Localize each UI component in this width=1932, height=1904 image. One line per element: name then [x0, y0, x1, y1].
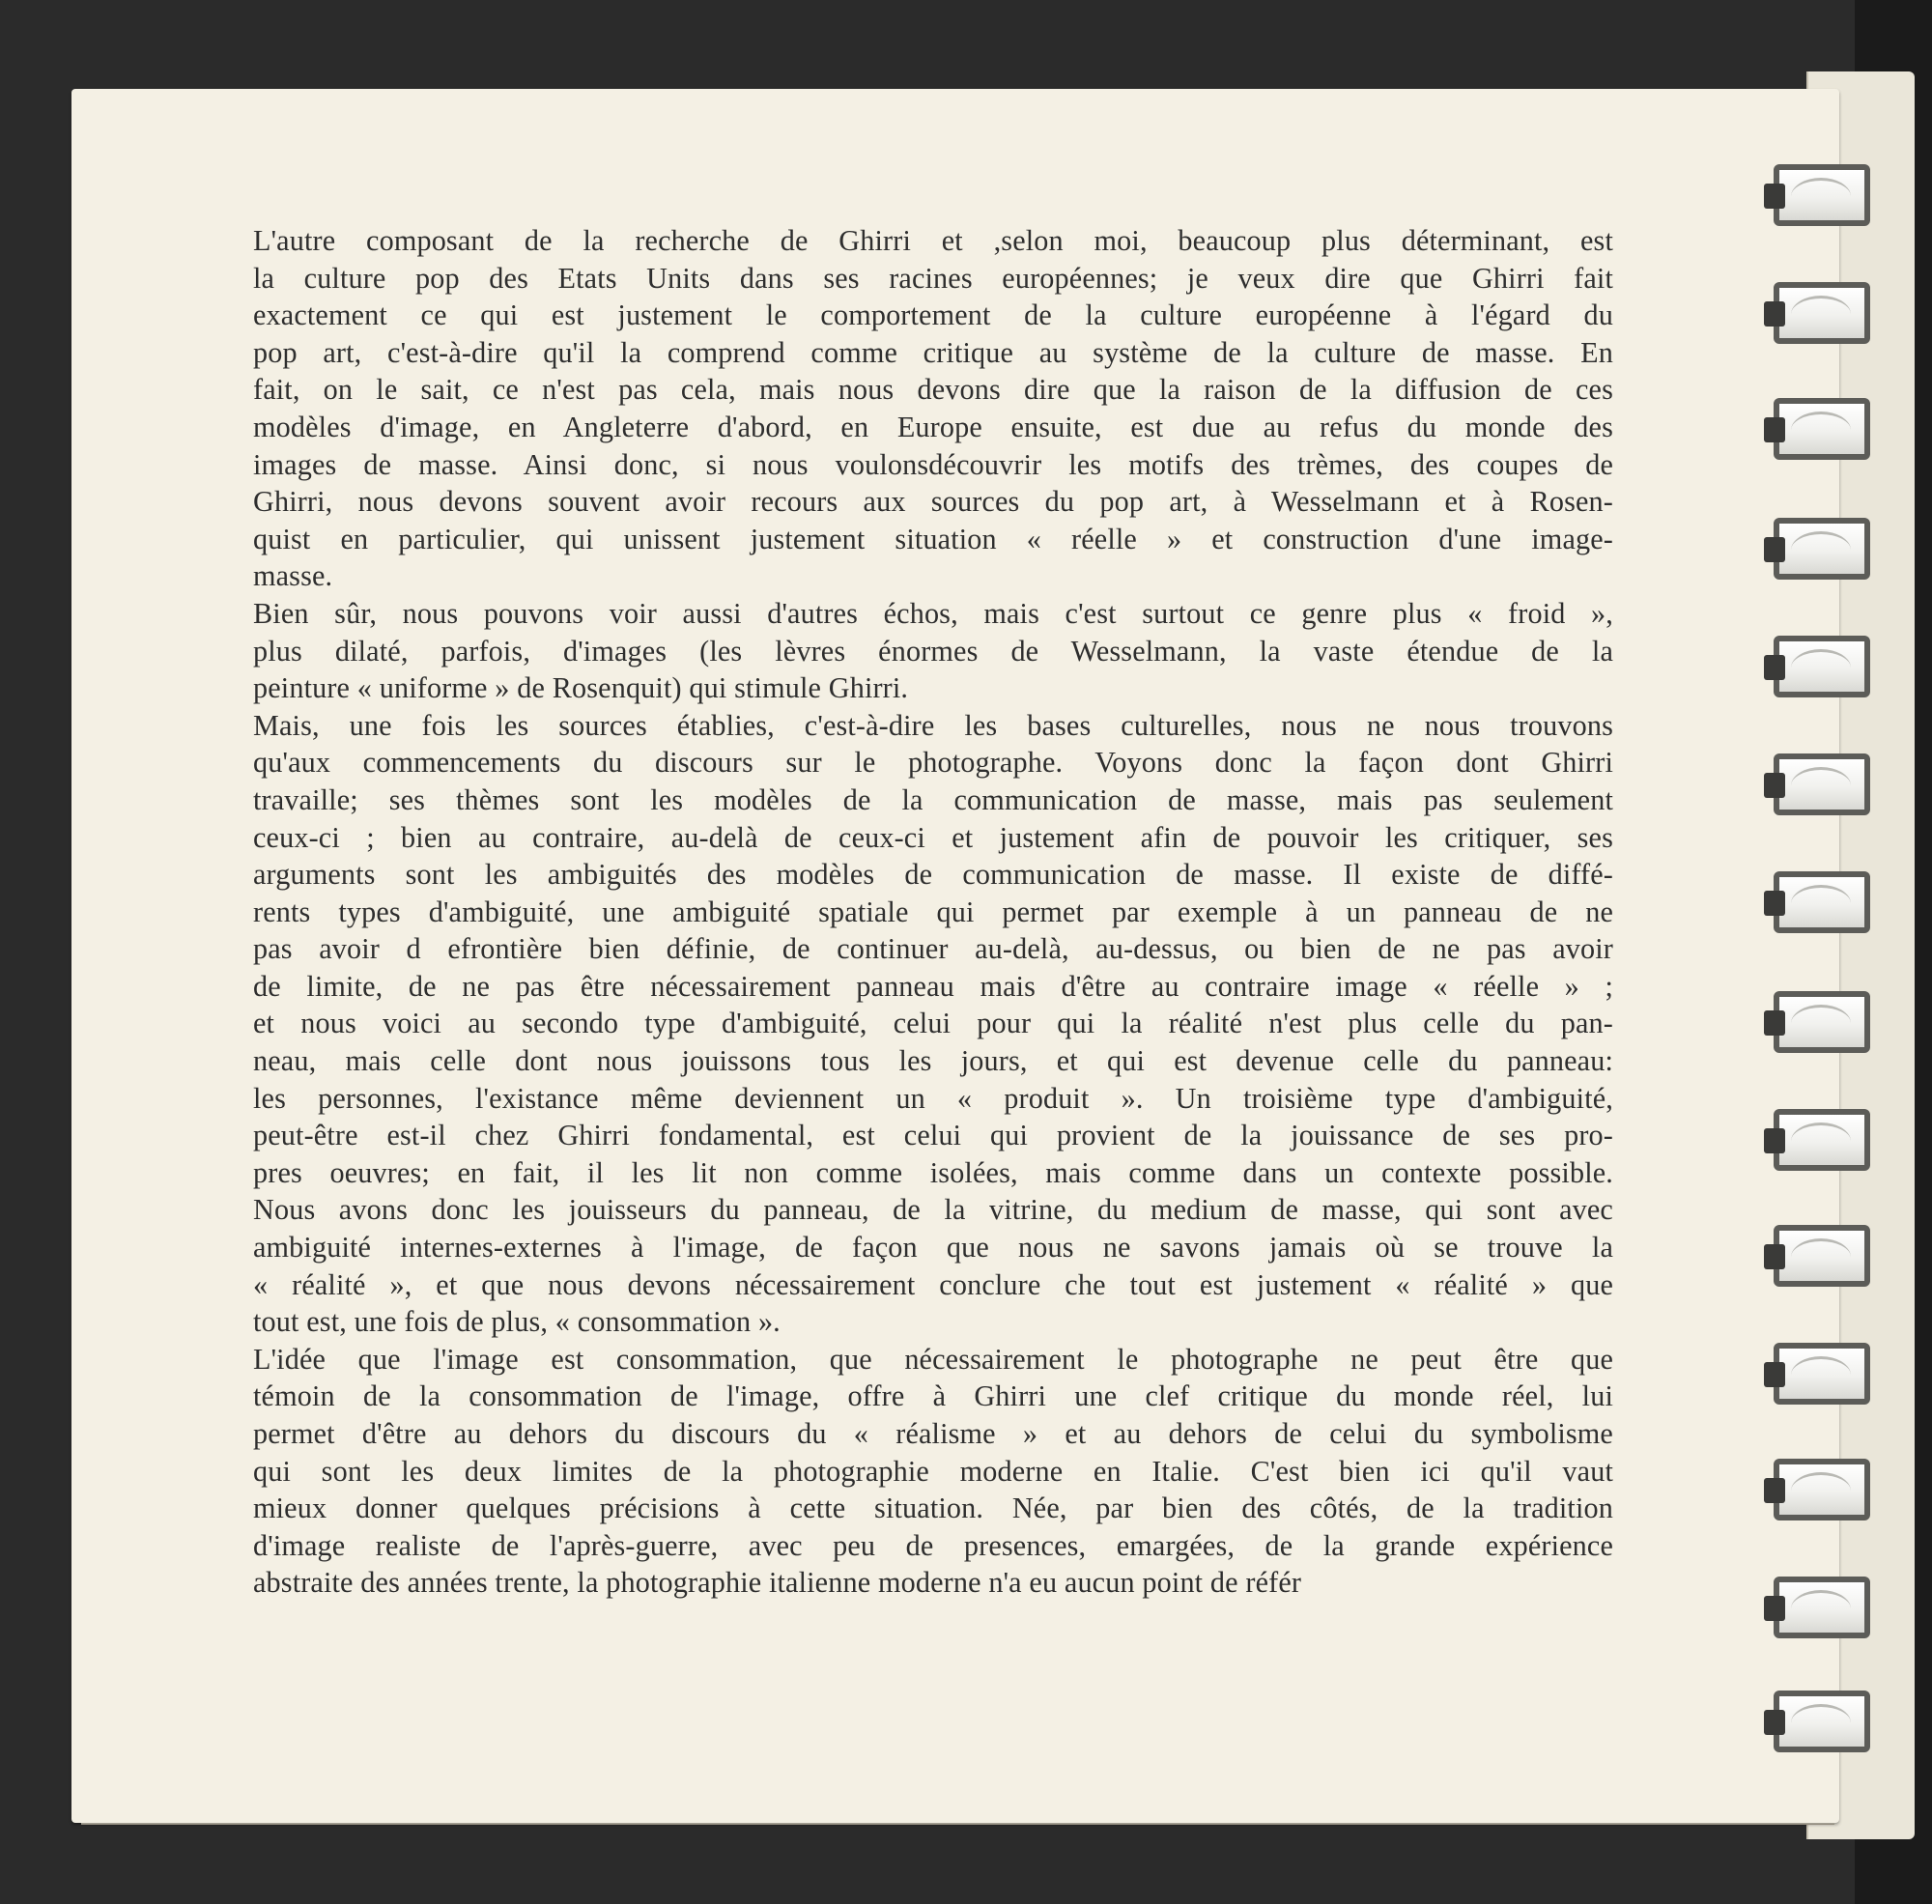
text-line: pop art, c'est-à-dire qu'il la comprend comme critique au système de la culture de masse. En	[253, 335, 1613, 369]
text-line: peinture « uniforme » de Rosenquit) qui stimule Ghirri.	[253, 671, 909, 705]
text-line: tout est, une fois de plus, « consommation ».	[253, 1305, 781, 1339]
text-line: rents types d'ambiguité, une ambiguité spatiale qui permet par exemple à un panneau de ne	[253, 895, 1613, 928]
text-line: « réalité », et que nous devons nécessairement conclure che tout est justement « réalité » que	[253, 1267, 1613, 1301]
text-line: L'idée que l'image est consommation, que nécessairement le photographe ne peut être que	[253, 1342, 1613, 1376]
text-line: Ghirri, nous devons souvent avoir recours aux sources du pop art, à Wesselmann et à Rosen-	[253, 485, 1613, 519]
text-line: Mais, une fois les sources établies, c'est-à-dire les bases culturelles, nous ne nous trouvons	[253, 708, 1613, 742]
binding-ring	[1774, 1459, 1870, 1520]
text-line: abstraite des années trente, la photographie italienne moderne n'a eu aucun point de référ	[253, 1566, 1302, 1600]
text-line: d'image realiste de l'après-guerre, avec peu de presences, emargées, de la grande expérience	[253, 1528, 1613, 1562]
text-line: neau, mais celle dont nous jouissons tous les jours, et qui est devenue celle du panneau:	[253, 1044, 1613, 1078]
text-line: ambiguité internes-externes à l'image, de façon que nous ne savons jamais où se trouve la	[253, 1231, 1613, 1265]
binding-ring	[1774, 1577, 1870, 1638]
text-line: la culture pop des Etats Units dans ses racines européennes; je veux dire que Ghirri fait	[253, 261, 1613, 295]
binding-ring	[1774, 518, 1870, 580]
binding-ring	[1774, 398, 1870, 460]
binding-ring	[1774, 636, 1870, 697]
binding-ring	[1774, 1225, 1870, 1287]
binding-ring	[1774, 164, 1870, 226]
spiral-binding	[1774, 0, 1899, 1904]
text-line: de limite, de ne pas être nécessairement panneau mais d'être au contraire image « réelle » ;	[253, 969, 1613, 1003]
text-line: qu'aux commencements du discours sur le photographe. Voyons donc la façon dont Ghirri	[253, 746, 1613, 780]
text-line: témoin de la consommation de l'image, offre à Ghirri une clef critique du monde réel, lui	[253, 1379, 1613, 1413]
text-line: Nous avons donc les jouisseurs du panneau, de la vitrine, du medium de masse, qui sont avec	[253, 1193, 1613, 1227]
text-line: peut-être est-il chez Ghirri fondamental, est celui qui provient de la jouissance de ses pro-	[253, 1119, 1613, 1152]
text-line: images de masse. Ainsi donc, si nous voulonsdécouvrir les motifs des trèmes, des coupes de	[253, 447, 1613, 481]
binding-ring	[1774, 282, 1870, 344]
text-line: pres oeuvres; en fait, il les lit non comme isolées, mais comme dans un contexte possible.	[253, 1155, 1613, 1189]
text-line: Bien sûr, nous pouvons voir aussi d'autres échos, mais c'est surtout ce genre plus « froid »,	[253, 596, 1613, 630]
binding-ring	[1774, 1109, 1870, 1171]
text-line: les personnes, l'existance même deviennent un « produit ». Un troisième type d'ambiguité,	[253, 1081, 1613, 1115]
text-line: quist en particulier, qui unissent justement situation « réelle » et construction d'une image-	[253, 522, 1613, 555]
text-line: modèles d'image, en Angleterre d'abord, en Europe ensuite, est due au refus du monde des	[253, 410, 1613, 443]
text-line: ceux-ci ; bien au contraire, au-delà de ceux-ci et justement afin de pouvoir les critiquer, ses	[253, 820, 1613, 854]
text-line: permet d'être au dehors du discours du « réalisme » et au dehors de celui du symbolisme	[253, 1417, 1613, 1450]
text-line: et nous voici au secondo type d'ambiguité, celui pour qui la réalité n'est plus celle du pan-	[253, 1007, 1613, 1040]
binding-ring	[1774, 1691, 1870, 1752]
text-line: pas avoir d efrontière bien définie, de continuer au-delà, au-dessus, ou bien de ne pas avoir	[253, 932, 1613, 966]
text-line: fait, on le sait, ce n'est pas cela, mais nous devons dire que la raison de la diffusion de ces	[253, 373, 1613, 407]
binding-ring	[1774, 753, 1870, 815]
text-line: arguments sont les ambiguités des modèles de communication de masse. Il existe de diffé-	[253, 858, 1613, 892]
text-line: plus dilaté, parfois, d'images (les lèvres énormes de Wesselmann, la vaste étendue de la	[253, 634, 1613, 668]
text-line: masse.	[253, 559, 333, 593]
text-line: mieux donner quelques précisions à cette situation. Née, par bien des côtés, de la tradition	[253, 1492, 1613, 1525]
text-line: travaille; ses thèmes sont les modèles de la communication de masse, mais pas seulement	[253, 782, 1613, 816]
binding-ring	[1774, 1343, 1870, 1405]
text-line: exactement ce qui est justement le comportement de la culture européenne à l'égard du	[253, 298, 1613, 332]
text-line: qui sont les deux limites de la photographie moderne en Italie. C'est bien ici qu'il vaut	[253, 1454, 1613, 1488]
binding-ring	[1774, 871, 1870, 933]
text-line: L'autre composant de la recherche de Ghirri et ,selon moi, beaucoup plus déterminant, est	[253, 224, 1613, 257]
binding-ring	[1774, 991, 1870, 1053]
body-text	[253, 222, 1613, 1602]
